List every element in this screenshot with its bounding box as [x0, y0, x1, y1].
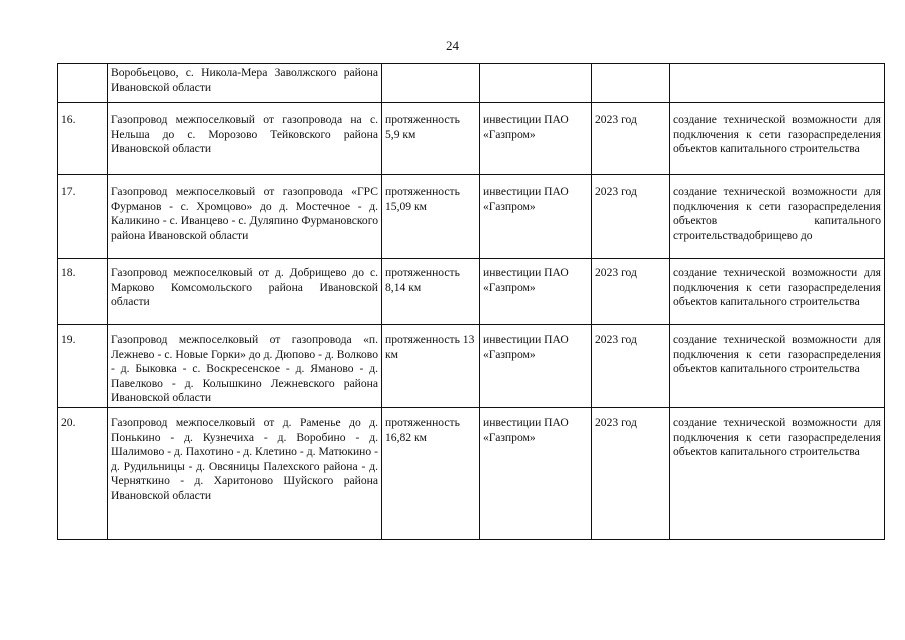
table-row — [58, 408, 885, 540]
cell-purpose: создание технической возможности для подключения к сети газораспределения объектов капитального строительства — [670, 103, 885, 175]
cell-year: 2023 год — [592, 408, 670, 540]
cell-number: 19. — [58, 325, 108, 408]
cell-year: 2023 год — [592, 103, 670, 175]
cell-year — [592, 64, 670, 103]
cell-parameters: протяженность 5,9 км — [382, 103, 480, 175]
table-row — [58, 259, 885, 325]
cell-funding-source — [480, 64, 592, 103]
cell-year: 2023 год — [592, 175, 670, 259]
cell-parameters: протяженность 15,09 км — [382, 175, 480, 259]
cell-object-name: Газопровод межпоселковый от д. Добрищево до с. Марково Комсомольского района Ивановской области — [108, 259, 382, 325]
cell-object-name: Газопровод межпоселковый от газопровода на с. Нельша до с. Морозово Тейковского района Ивановской области — [108, 103, 382, 175]
cell-number — [58, 64, 108, 103]
cell-number: 16. — [58, 103, 108, 175]
cell-funding-source: инвестиции ПАО «Газпром» — [480, 103, 592, 175]
cell-year: 2023 год — [592, 325, 670, 408]
cell-year: 2023 год — [592, 259, 670, 325]
cell-purpose: создание технической возможности для подключения к сети газораспределения объектов капитального строительства — [670, 325, 885, 408]
table-row-continuation — [58, 64, 885, 103]
table-row — [58, 175, 885, 259]
cell-funding-source: инвестиции ПАО «Газпром» — [480, 259, 592, 325]
page-number: 24 — [446, 38, 459, 53]
cell-purpose: создание технической возможности для подключения к сети газораспределения объектов капитального строительства — [670, 259, 885, 325]
table-row — [58, 103, 885, 175]
cell-object-name: Газопровод межпоселковый от газопровода «п. Лежнево - с. Новые Горки» до д. Дюпово - д. Волково - д. Быковка - с. Воскресенское - д. Яманово - д. Павелково - д. Колышкино Лежневского района Ивановской области — [108, 325, 382, 408]
cell-object-name: Воробьецово, с. Никола-Мера Заволжского района Ивановской области — [108, 64, 382, 103]
cell-parameters: протяженность 16,82 км — [382, 408, 480, 540]
cell-number: 18. — [58, 259, 108, 325]
table-row — [58, 325, 885, 408]
cell-number: 20. — [58, 408, 108, 540]
objects-table — [57, 63, 885, 540]
cell-parameters — [382, 64, 480, 103]
cell-purpose: создание технической возможности для подключения к сети газораспределения объектов капитального строительствадобрищево до — [670, 175, 885, 259]
cell-object-name: Газопровод межпоселковый от д. Раменье до д. Понькино - д. Кузнечиха - д. Воробино - д. Шалимово - д. Пахотино - д. Клетино - д. Матюкино - д. Рудильницы - д. Овсяницы Палехского района - д. Черняткино - д. Харитоново Шуйского района Ивановской области — [108, 408, 382, 540]
cell-funding-source: инвестиции ПАО «Газпром» — [480, 325, 592, 408]
cell-object-name: Газопровод межпоселковый от газопровода «ГРС Фурманов - с. Хромцово» до д. Мостечное - д. Каликино - с. Иванцево - с. Дуляпино Фурмановского района Ивановской области — [108, 175, 382, 259]
cell-purpose: создание технической возможности для подключения к сети газораспределения объектов капитального строительства — [670, 408, 885, 540]
cell-parameters: протяженность 13 км — [382, 325, 480, 408]
cell-funding-source: инвестиции ПАО «Газпром» — [480, 408, 592, 540]
cell-parameters: протяженность 8,14 км — [382, 259, 480, 325]
cell-number: 17. — [58, 175, 108, 259]
cell-funding-source: инвестиции ПАО «Газпром» — [480, 175, 592, 259]
cell-purpose — [670, 64, 885, 103]
